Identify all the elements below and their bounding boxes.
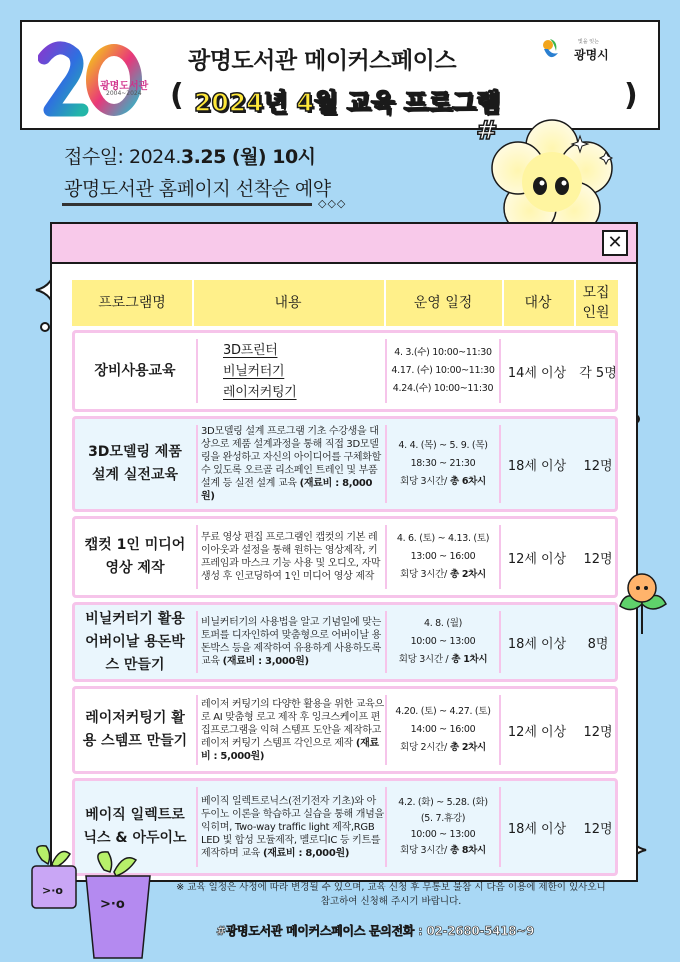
page-title: 광명도서관 메이커스페이스 [188, 48, 457, 74]
bracket-right: ) [624, 78, 638, 113]
header-target: 대상 [524, 295, 552, 311]
program-name: 캡컷 1인 미디어 영상 제작 [84, 537, 186, 576]
equipment-item: 비닐커터기 [223, 363, 285, 379]
program-content [201, 781, 385, 873]
table-header [72, 280, 618, 326]
table-row [72, 602, 618, 682]
column-divider [196, 611, 198, 673]
svg-text:>·o: >·o [100, 897, 125, 912]
program-name: 레이저커팅기 활용 스템프 만들기 [82, 710, 188, 749]
header-divider [502, 280, 504, 326]
program-target: 18세 이상 [507, 821, 567, 837]
program-target: 14세 이상 [507, 365, 567, 381]
program-name: 베이직 일렉트로닉스 & 아두이노 [83, 807, 187, 846]
registration-date-bold: 3.25 (월) 10시 [180, 146, 316, 168]
schedule-line: 14:00 ~ 16:00 [410, 724, 476, 735]
column-divider [196, 695, 198, 765]
subtitle-banner [170, 78, 650, 118]
column-divider [196, 425, 198, 503]
schedule-line: 10:00 ~ 13:00 [410, 829, 476, 840]
program-schedule [387, 605, 499, 679]
schedule-line: 4.17. (수) 10:00~11:30 [391, 365, 495, 376]
pot-characters-icon [24, 840, 174, 962]
header-program-name: 프로그램명 [98, 295, 166, 311]
program-capacity: 각 5명 [579, 365, 617, 381]
circle-icon [40, 322, 50, 332]
schedule-line: (5. 7.휴강) [420, 813, 466, 824]
column-divider [196, 339, 198, 403]
registration-method: 광명도서관 홈페이지 선착순 예약 [64, 178, 331, 200]
header-capacity [574, 280, 618, 326]
schedule-line: 18:30 ~ 21:30 [410, 458, 476, 469]
schedule-line: 4.24.(수) 10:00~11:30 [392, 383, 494, 394]
table-row [72, 330, 618, 412]
material-fee: (재료비 : 5,000원) [201, 737, 379, 762]
content-text: 무료 영상 편집 프로그램인 캡컷의 기본 레이아웃과 설정을 통해 원하는 영상제작, 키프레임과 마스크 기능 사용 및 오디오, 자막 생성 후 인코딩하여 1인 미디어 영상 제작 [201, 532, 381, 582]
header-content: 내용 [274, 295, 302, 311]
column-divider [196, 787, 198, 867]
close-button[interactable]: ✕ [602, 230, 628, 256]
hashtag-icon: # [476, 116, 498, 146]
schedule-sessions: 회당 2시간/ 총 2차시 [400, 742, 486, 753]
program-content [201, 333, 385, 409]
schedule-sessions: 회당 3시간/ 총 6차시 [400, 476, 486, 487]
program-target: 18세 이상 [507, 458, 567, 474]
schedule-line: 4. 4. (목) ~ 5. 9. (목) [398, 440, 488, 451]
program-schedule [387, 333, 499, 409]
sprout-character-icon [612, 568, 672, 638]
header-capacity-line1: 모집 [582, 285, 610, 301]
program-name: 장비사용교육 [94, 362, 176, 379]
schedule-line: 4. 8. (월) [423, 618, 463, 629]
divider [62, 203, 312, 206]
equipment-item: 레이저커팅기 [223, 384, 297, 400]
schedule-line: 13:00 ~ 16:00 [410, 551, 476, 562]
column-divider [196, 525, 198, 589]
page-subtitle: 2024년 4월 교육 프로그램 [194, 88, 501, 117]
content-text: 레이저 커팅기의 다양한 활용을 위한 교육으로 AI 맞춤형 로고 제작 후 잉크스케이프 편집프로그램을 익혀 스템프 도안을 제작하고 레이저 커팅기 스템프 각인으로 제작 [201, 698, 384, 749]
content-text: 3D모델링 설계 프로그램 기초 수강생을 대상으로 제품 설계과정을 통해 직접 3D모델링을 완성하고 자신의 아이디어를 구체화할 수 있도록 오르골 리소페인 트레인 및 부품 설계 등 실전 설계 교육 [201, 426, 381, 489]
schedule-sessions: 회당 3시간/ 총 2차시 [400, 569, 486, 580]
window-titlebar [52, 224, 636, 264]
table-row [72, 516, 618, 598]
header-divider [384, 280, 386, 326]
poster-header [20, 20, 660, 130]
program-schedule [387, 781, 499, 873]
program-target: 18세 이상 [507, 636, 567, 652]
table-row [72, 686, 618, 774]
equipment-item: 3D프린터 [223, 342, 278, 358]
material-fee: (재료비 : 8,000원) [262, 847, 350, 859]
registration-date-prefix: 접수일: 2024. [64, 146, 181, 168]
diamonds-icon: ◇◇◇ [318, 197, 347, 210]
schedule-line: 4.2. (화) ~ 5.28. (화) [398, 797, 488, 808]
header-divider [574, 280, 576, 326]
schedule-line: 4. 3.(수) 10:00~11:30 [394, 347, 492, 358]
program-content [201, 519, 385, 595]
table-row [72, 416, 618, 512]
program-content [201, 689, 385, 771]
header-capacity-line2: 인원 [582, 305, 610, 321]
contact-footer: #광명도서관 메이커스페이스 문의전화 : 02-2680-5418~9 [216, 924, 535, 938]
program-schedule [387, 689, 499, 771]
registration-date [64, 142, 316, 169]
schedule-sessions: 회당 3시간/ 총 8차시 [400, 845, 486, 856]
program-name: 비닐커터기 활용 어버이날 용돈박스 만들기 [85, 610, 185, 673]
schedule-line: 4.20. (토) ~ 4.27. (토) [395, 706, 491, 717]
program-content [201, 605, 385, 679]
program-name: 3D모델링 제품 설계 실전교육 [88, 444, 182, 483]
program-target: 12세 이상 [507, 551, 567, 567]
program-capacity: 12명 [583, 458, 613, 474]
equipment-list [201, 340, 297, 403]
program-capacity: 8명 [587, 636, 609, 652]
program-capacity: 12명 [583, 724, 613, 740]
notice-text: ※ 교육 일정은 사정에 따라 변경될 수 있으며, 교육 신청 후 무통보 불참 시 다음 이용에 제한이 있사오니 참고하여 신청해 주시기 바랍니다. [176, 882, 606, 907]
schedule-line: 10:00 ~ 13:00 [410, 636, 476, 647]
city-name: 광명시 [574, 48, 609, 62]
svg-text:>·o: >·o [42, 884, 63, 897]
material-fee: (재료비 : 8,000원) [201, 478, 373, 502]
program-capacity: 12명 [583, 821, 613, 837]
material-fee: (재료비 : 3,000원) [222, 656, 309, 667]
flower-mascot-icon [486, 116, 618, 238]
header-schedule: 운영 일정 [413, 295, 473, 311]
program-capacity: 12명 [583, 551, 613, 567]
schedule-line: 4. 6. (토) ~ 4.13. (토) [396, 533, 490, 544]
program-window [50, 222, 638, 882]
program-schedule [387, 519, 499, 595]
logo-library-name: 광명도서관 [100, 81, 149, 92]
schedule-sessions: 회당 3시간 / 총 1차시 [398, 654, 488, 665]
content-text: 비닐커터기의 사용법을 알고 기념일에 맞는 토퍼를 디자인하여 맞춤형으로 어버이날 용돈박스 등을 제작하여 유용하게 사용하도록 교육 [201, 617, 381, 667]
bracket-left: ( [170, 78, 184, 113]
program-schedule [387, 419, 499, 509]
city-slogan: 빛을 잇는 [578, 39, 599, 45]
program-content [201, 419, 385, 509]
program-target: 12세 이상 [507, 724, 567, 740]
header-divider [192, 280, 194, 326]
logo-years: 2004~2024 [106, 90, 142, 97]
content-text: 베이직 일렉트로닉스(전기전자 기초)와 아두이노 이론을 학습하고 실습을 통해 개념을 익히며, Two-way traffic light 제작,RGB LED 빛 합성 모듈제작, 멜로디IC 등 키트를 제작하며 교육 [201, 795, 384, 859]
